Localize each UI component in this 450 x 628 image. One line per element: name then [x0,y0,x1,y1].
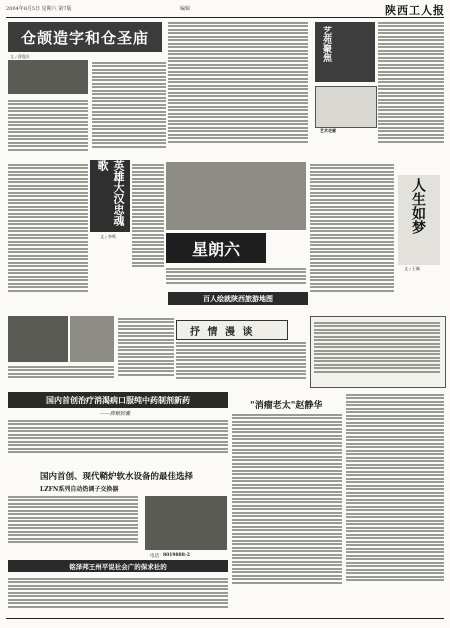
text-ad-medicine [8,418,228,462]
text-star [166,266,306,290]
text-ad-water [8,494,138,554]
text-col-0 [8,98,88,158]
hotline-label: 电话： [150,554,164,559]
photo-equipment [145,496,227,550]
photo-star [166,162,306,230]
newspaper-logo: 陕西工人报 [385,4,445,17]
article-title-main: 仓颉造字和仓圣庙 [8,22,162,52]
article-title-life: 人生如梦 [410,178,426,234]
page-footer [6,618,444,627]
article-sub-star: 百人绘就陕西旅游地图 [168,292,308,305]
text-bottom [8,576,228,614]
text-info [314,320,440,382]
ad-bottom-band: 铭泽邦王州平说社会广的保求社的 [8,560,228,572]
page-editor: 编辑 [180,6,191,12]
text-col-2 [168,20,308,160]
byline-main: 文 / 薛俊民 [10,54,30,59]
article-title-special: "消瘤老太"赵静华 [250,401,323,411]
article-title-star: 星朗六 [166,233,266,263]
article-title-hero: 英雄大汉忠魂歌 [90,160,130,232]
ad-model-water: LZFN系列自动热调子交换器 [40,486,119,493]
text-col-7 [176,340,306,386]
column-label: 艺术走廊 [320,128,336,133]
text-col-right [378,20,444,160]
hotline-number: 8019888-2 [163,553,190,558]
issue-date: 2004年8月5日 星期六 第7版 [6,6,72,12]
byline-hero: 文 / 李鸣 [100,234,116,239]
photo-ink-left [8,316,68,362]
photo-main [8,60,88,94]
article-title-poem: 抒 情 漫 谈 [190,327,255,338]
text-col-8 [232,412,342,612]
text-col-1 [92,60,166,158]
text-col-9 [346,392,444,612]
text-caption [8,364,114,384]
byline-life: 文 / 王佩 [404,266,420,271]
text-col-3 [8,162,88,312]
ad-title-medicine: 国内首创治疗消渴病口服纯中药制剂新药 [8,392,228,408]
art-gallery-box [315,86,377,128]
text-col-5 [310,162,394,312]
photo-ink-right [70,316,114,362]
column-title: 艺苑聚焦 [321,26,331,62]
ad-title-water: 国内首创、现代鞘炉软水设备的最佳选择 [40,472,194,482]
text-col-4 [132,162,164,312]
masthead [6,3,444,18]
text-col-6 [118,316,174,386]
ad-sub-medicine: ——降糖胶囊 [100,411,131,417]
